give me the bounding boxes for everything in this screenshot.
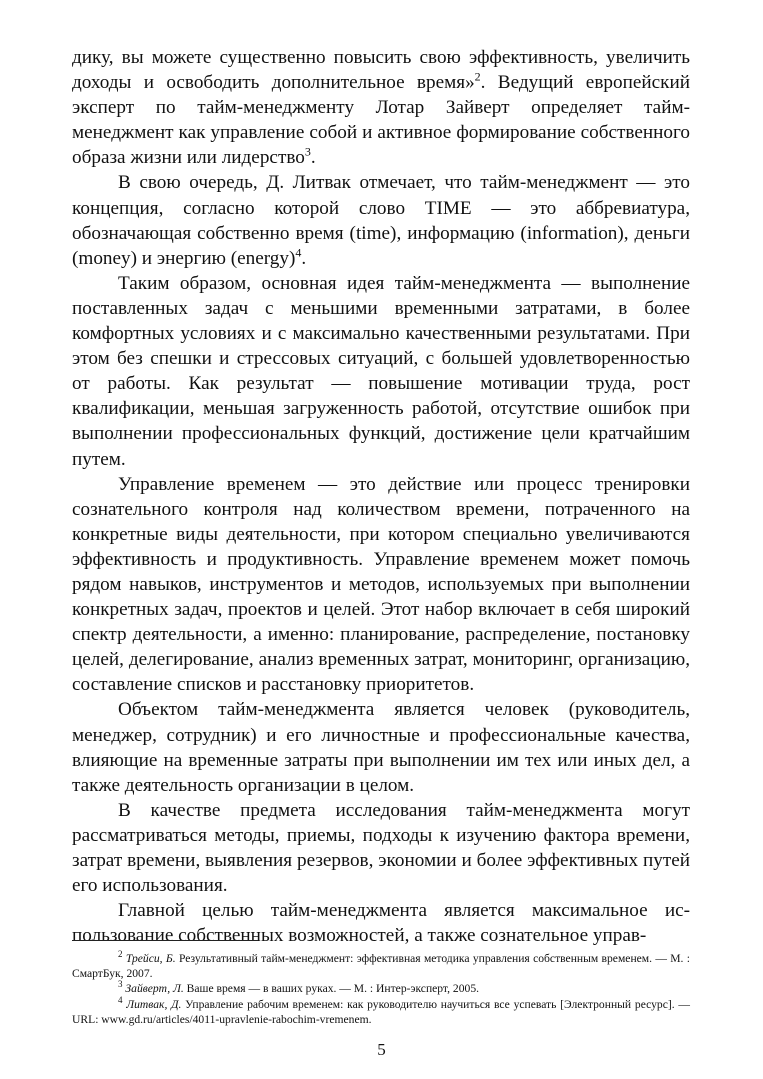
footnote-ref-2: 2: [474, 69, 481, 84]
paragraph-1: дику, вы можете существенно повысить свою эффективность, увеличить доходы и освободить дополнительное время»$^2$. Ведущий европейский эксперт по тайм-менеджменту Лотар Зайверт определяет тайм-менеджмент как управление собой и активное формирование собственного образа жизни или лидерство$^3$.: [72, 47, 691, 169]
paragraph-5: Объектом тайм-менеджмента является человек (руководитель, менеджер, сотрудник) и его личностные и профессиональные качества, влияющие на временные затраты при выполнении им тех или иных дел, а также деятельность организации в целом.: [72, 699, 690, 796]
footnotes: [72, 951, 690, 1027]
footnote-2: $^2$ Трейси, Б. Результативный тайм-менеджмент: эффективная методика управления собственным временем. — М. : СмартБук, 2007.: [72, 949, 690, 981]
page-number: 5: [377, 1040, 386, 1059]
footnote-4: $^4$ Литвак, Д. Управление рабочим временем: как руководителю научиться все успевать [Электронный ресурс]. — URL: www.gd.ru/articles/4011-upravlenie-rabochim-vremenem.: [72, 994, 690, 1026]
paragraph-2: В свою очередь, Д. Литвак отмечает, что тайм-менеджмент — это концепция, согласно которой слово TIME — это аббревиатура, обозначающая собственно время (time), информацию (information), деньги (money) и энергию (energy)$^4$.: [72, 172, 690, 269]
main-text: [72, 45, 690, 948]
paragraph-4: Управление временем — это действие или процесс тренировки сознательного контроля над количеством времени, потраченного на конкретные виды деятельности, при котором специально увеличиваются эффективность и продуктивность. Управление временем может помочь рядом навыков, инструментов и методов, используемых при выполнении конкретных задач, проектов и целей. Этот набор включает в себя широкий спектр деятельности, а именно: планирование, распределение, постановку целей, делегирование, анализ временных затрат, мониторинг, организацию, составление списков и расстановку приоритетов.: [72, 473, 690, 696]
footnote-ref-3: 3: [304, 144, 311, 159]
footnote-divider: [72, 940, 258, 941]
footnote-3: $^3$ Зайверт, Л. Ваше время — в ваших руках. — М. : Интер-эксперт, 2005.: [118, 979, 480, 996]
paragraph-3: Таким образом, основная идея тайм-менеджмента — выполнение поставленных задач с меньшими временными затратами, в более комфортных условиях и с максимально качественными результатами. При этом без спешки и стрессовых ситуаций, с большей удовлетворенностью от работы. Как результат — повышение мотивации труда, рост квалификации, меньшая загруженность работой, отсутствие ошибок при выполнении профессиональных функций, достижение цели кратчайшим путем.: [72, 272, 690, 470]
paragraph-7: Главной целью тайм-менеджмента является максимальное использование собственных возможностей, а также сознательное управ-: [72, 900, 690, 947]
footnote-ref-4: 4: [295, 245, 302, 260]
paragraph-6: В качестве предмета исследования тайм-менеджмента могут рассматриваться методы, приемы, подходы к изучению фактора времени, затрат времени, выявления резервов, экономии и более эффективных путей его использования.: [72, 799, 690, 897]
